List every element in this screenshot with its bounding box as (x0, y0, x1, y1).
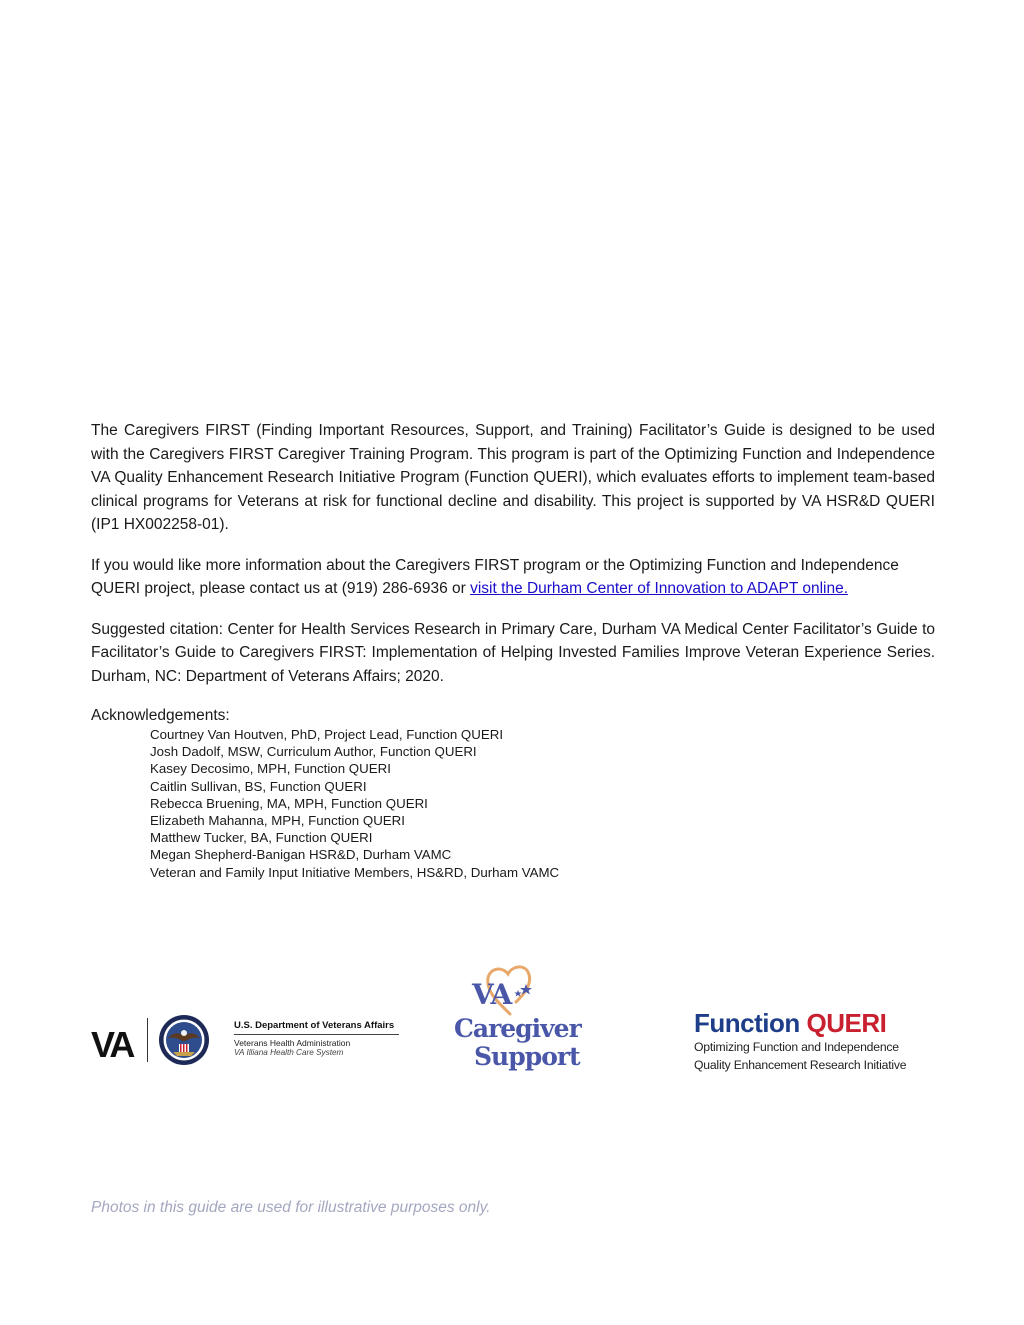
intro-paragraph: The Caregivers FIRST (Finding Important Resources, Support, and Training) Facilitator’s Guide is designed to be used with the Caregivers FIRST Caregiver Training Program. This program is part of the Optimizing Function and Independence VA Quality Enhancement Research Initiative Program (Function QUERI), which evaluates efforts to implement team-based clinical programs for Veterans at risk for functional decline and disability. This project is supported by VA HSR&D QUERI (IP1 HX002258-01). (91, 422, 935, 533)
va-system-name: VA Illiana Health Care System (234, 1048, 344, 1057)
list-item: Courtney Van Houtven, PhD, Project Lead, Function QUERI (150, 727, 504, 742)
va-logo (91, 1018, 401, 1074)
list-item: Veteran and Family Input Initiative Members, HS&RD, Durham VAMC (150, 864, 560, 880)
contact-paragraph (91, 554, 935, 601)
function-word: Function (694, 1008, 800, 1038)
function-queri-subtitle-2: Quality Enhancement Research Initiative (694, 1058, 907, 1072)
va-text-block (234, 1020, 399, 1057)
list-item: Rebecca Bruening, MA, MPH, Function QUERI (150, 795, 428, 811)
caregiver-va-text: VA (472, 978, 512, 1011)
va-seal-icon (158, 1014, 210, 1066)
queri-word: QUERI (806, 1008, 887, 1038)
va-rule (234, 1034, 399, 1035)
illustrative-photos-note: Photos in this guide are used for illustrative purposes only. (91, 1199, 491, 1216)
document-body (91, 419, 935, 881)
va-wordmark: VA (91, 1024, 133, 1065)
durham-adapt-link[interactable]: visit the Durham Center of Innovation to ADAPT online. (470, 580, 849, 597)
caregiver-text: Caregiver (454, 1014, 581, 1043)
list-item: Elizabeth Mahanna, MPH, Function QUERI (150, 813, 405, 829)
acknowledgements-list (150, 726, 935, 881)
contact-text: If you would like more information about the Caregivers FIRST program or the Optimizing Function and Independence QUERI project, please contact us at (919) 286-6936 or (91, 556, 899, 597)
caregiver-support-logo (452, 960, 582, 1080)
support-text: Support (474, 1042, 580, 1071)
list-item: Megan Shepherd-Banigan HSR&D, Durham VAMC (150, 847, 452, 863)
acknowledgements-heading: Acknowledgements: (91, 707, 230, 724)
function-queri-subtitle-1: Optimizing Function and Independence (694, 1040, 899, 1054)
citation-paragraph: Suggested citation: Center for Health Services Research in Primary Care, Durham VA Medical Center Facilitator’s Guide to Facilitator’s Guide to Caregivers FIRST: Implementation of Helping Invested Families Improve Veteran Experience Series. Durham, NC: Department of Veterans Affairs; 2020. (91, 620, 935, 685)
va-divider (147, 1018, 148, 1062)
va-administration-name: Veterans Health Administration (234, 1038, 351, 1048)
list-item: Josh Dadolf, MSW, Curriculum Author, Function QUERI (150, 744, 477, 760)
list-item: Matthew Tucker, BA, Function QUERI (150, 830, 373, 846)
logo-row (0, 960, 1024, 1090)
function-queri-title (694, 1008, 934, 1038)
list-item: Caitlin Sullivan, BS, Function QUERI (150, 778, 367, 794)
va-department-name: U.S. Department of Veterans Affairs (234, 1020, 395, 1031)
function-queri-logo (694, 1008, 934, 1074)
list-item: Kasey Decosimo, MPH, Function QUERI (150, 761, 391, 777)
